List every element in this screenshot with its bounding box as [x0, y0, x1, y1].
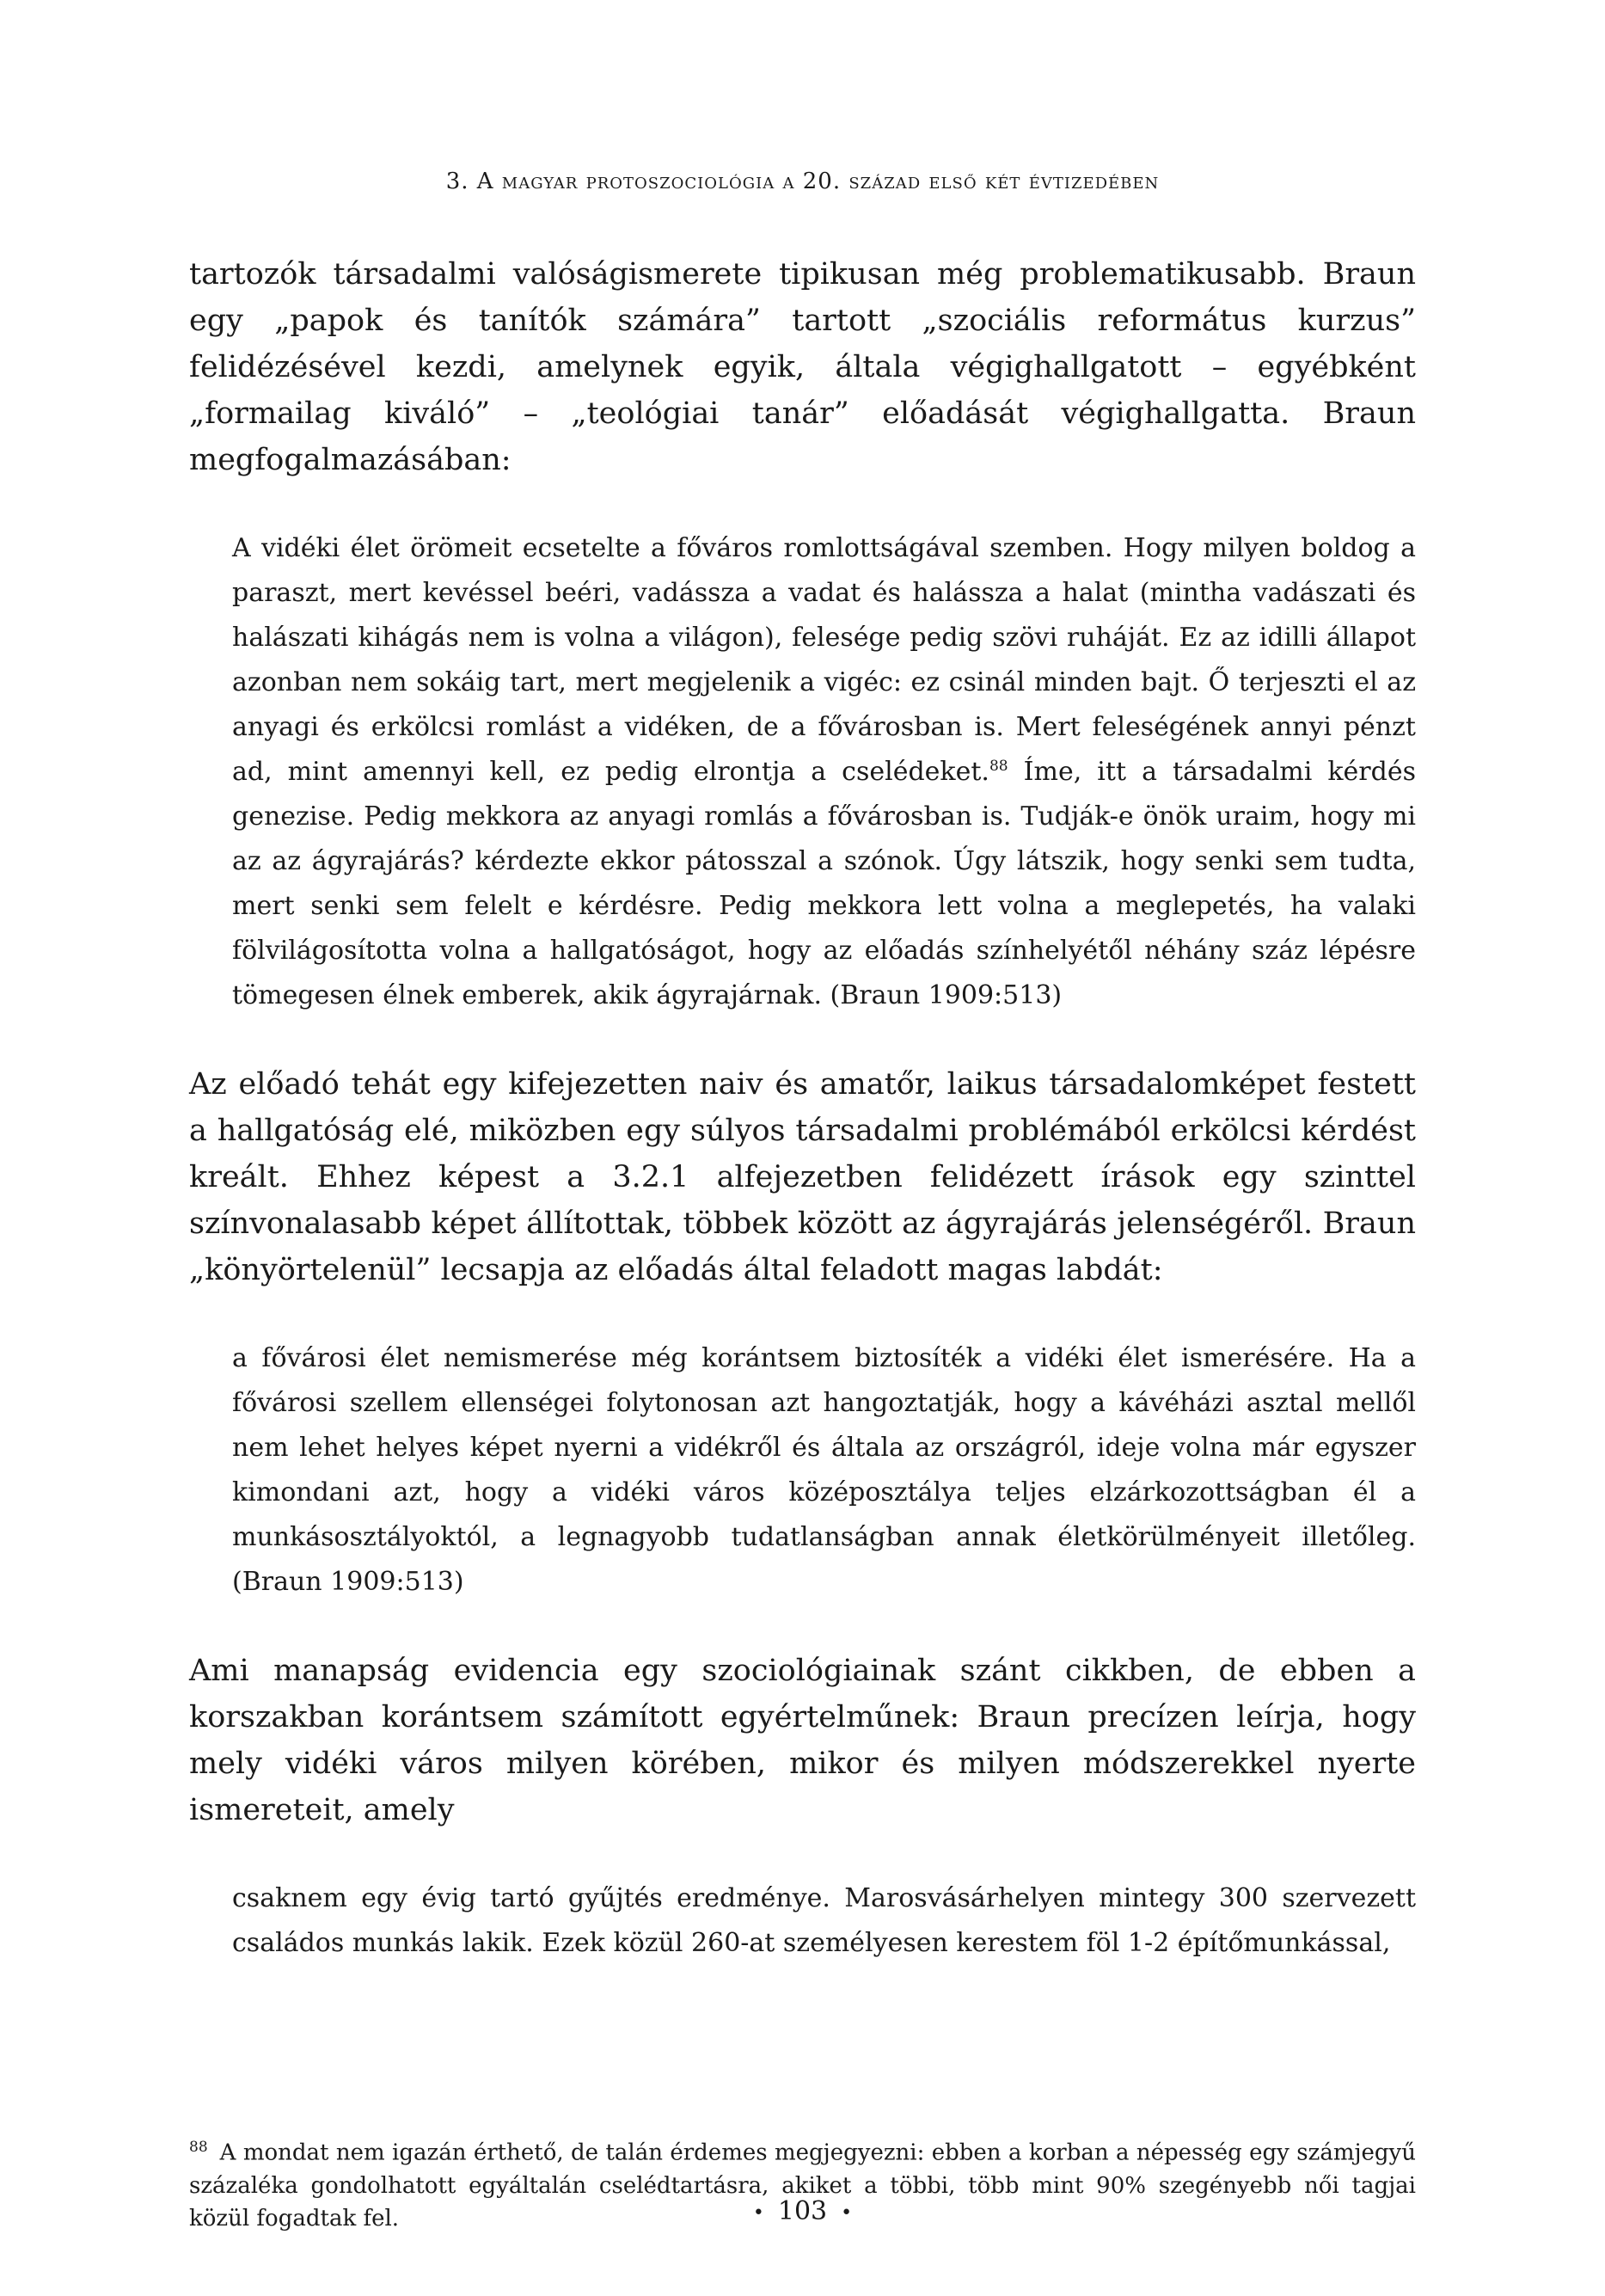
footnote-number: 88: [189, 2139, 208, 2156]
body-paragraph-3: Ami manapság evidencia egy szociológiainak szánt cikkben, de ebben a korszakban korántsem számított egyértelműnek: Braun precízen leírja, hogy mely vidéki város milyen körében, mikor és milyen módszerekkel nyerte ismereteit, amely: [189, 1654, 1416, 1827]
block-quote-2: a fővárosi élet nemismerése még korántsem biztosíték a vidéki élet ismerésére. Ha a fővárosi szellem ellenségei folytonosan azt hangoztatják, hogy a kávéházi asztal mellől nem lehet helyes képet nyerni a vidékről és általa az országról, ideje volna már egyszer kimondani azt, hogy a vidéki város középosztálya teljes elzárkozottságban él a munkásosztályoktól, a legnagyobb tudatlanságban annak életkörülményeit illetőleg. (Braun 1909:513): [232, 1343, 1416, 1597]
footnote-reference[interactable]: 88: [989, 758, 1008, 775]
footnote-text: A mondat nem igazán érthető, de talán érdemes megjegyezni: ebben a korban a népesség egy számjegyű százaléka gondolhatott egyáltalán cselédtartásra, akiket a többi, több mint 90% szegényebb női tagjai közül fogadtak fel.: [189, 2139, 1416, 2232]
page-number: 103: [777, 2196, 828, 2226]
block-quote-1-part-a: A vidéki élet örömeit ecsetelte a főváros romlottságával szemben. Hogy milyen boldog a paraszt, mert kevéssel beéri, vadássza a vadat és halássza a halat (mintha vadászati és halászati kihágás nem is volna a világon), felesége pedig szövi ruháját. Ez az idilli állapot azonban nem sokáig tart, mert megjelenik a vigéc: ez csinál minden bajt. Ő terjeszti el az anyagi és erkölcsi romlást a vidéken, de a fővárosban is. Mert feleségének annyi pénzt ad, mint amennyi kell, ez pedig elrontja a cselédeket.: [232, 533, 1416, 787]
body-paragraph-1: tartozók társadalmi valóságismerete tipikusan még problematikusabb. Braun egy „papok és tanítók számára” tartott „szociális református kurzus” felidézésével kezdi, amelynek egyik, általa végighallgatott – egyébként „formailag kiváló” – „teológiai tanár” előadását végighallgatta. Braun megfogalmazásában:: [189, 257, 1416, 477]
block-quote-3: csaknem egy évig tartó gyűjtés eredménye. Marosvásárhelyen mintegy 300 szervezett családos munkás lakik. Ezek közül 260-at személyesen kerestem föl 1-2 építőmunkással,: [232, 1883, 1416, 1958]
folio-ornament-right: •: [841, 2201, 853, 2224]
block-quote-1: [189, 526, 1416, 1018]
folio-ornament-left: •: [752, 2201, 764, 2224]
running-head: 3. A magyar protoszociológia a 20. század első két évtizedében: [445, 169, 1160, 194]
page-body: [189, 251, 1416, 1966]
block-quote-1-part-b: Íme, itt a társadalmi kérdés genezise. Pedig mekkora az anyagi romlás a fővárosban is. Tudják-e önök uraim, hogy mi az az ágyrajárás? kérdezte ekkor pátosszal a szónok. Úgy látszik, hogy senki sem tudta, mert senki sem felelt e kérdésre. Pedig mekkora lett volna a meglepetés, ha valaki fölvilágosította volna a hallgatóságot, hogy az előadás színhelyétől néhány száz lépésre tömegesen élnek emberek, akik ágyrajárnak. (Braun 1909:513): [232, 757, 1416, 1010]
body-paragraph-2: Az előadó tehát egy kifejezetten naiv és amatőr, laikus társadalomképet festett a hallgatóság elé, miközben egy súlyos társadalmi problémából erkölcsi kérdést kreált. Ehhez képest a 3.2.1 alfejezetben felidézett írások egy szinttel színvonalasabb képet állítottak, többek között az ágyrajárás jelenségéről. Braun „könyörtelenül” lecsapja az előadás által feladott magas labdát:: [189, 1067, 1416, 1287]
page-number-footer: [0, 2196, 1605, 2226]
